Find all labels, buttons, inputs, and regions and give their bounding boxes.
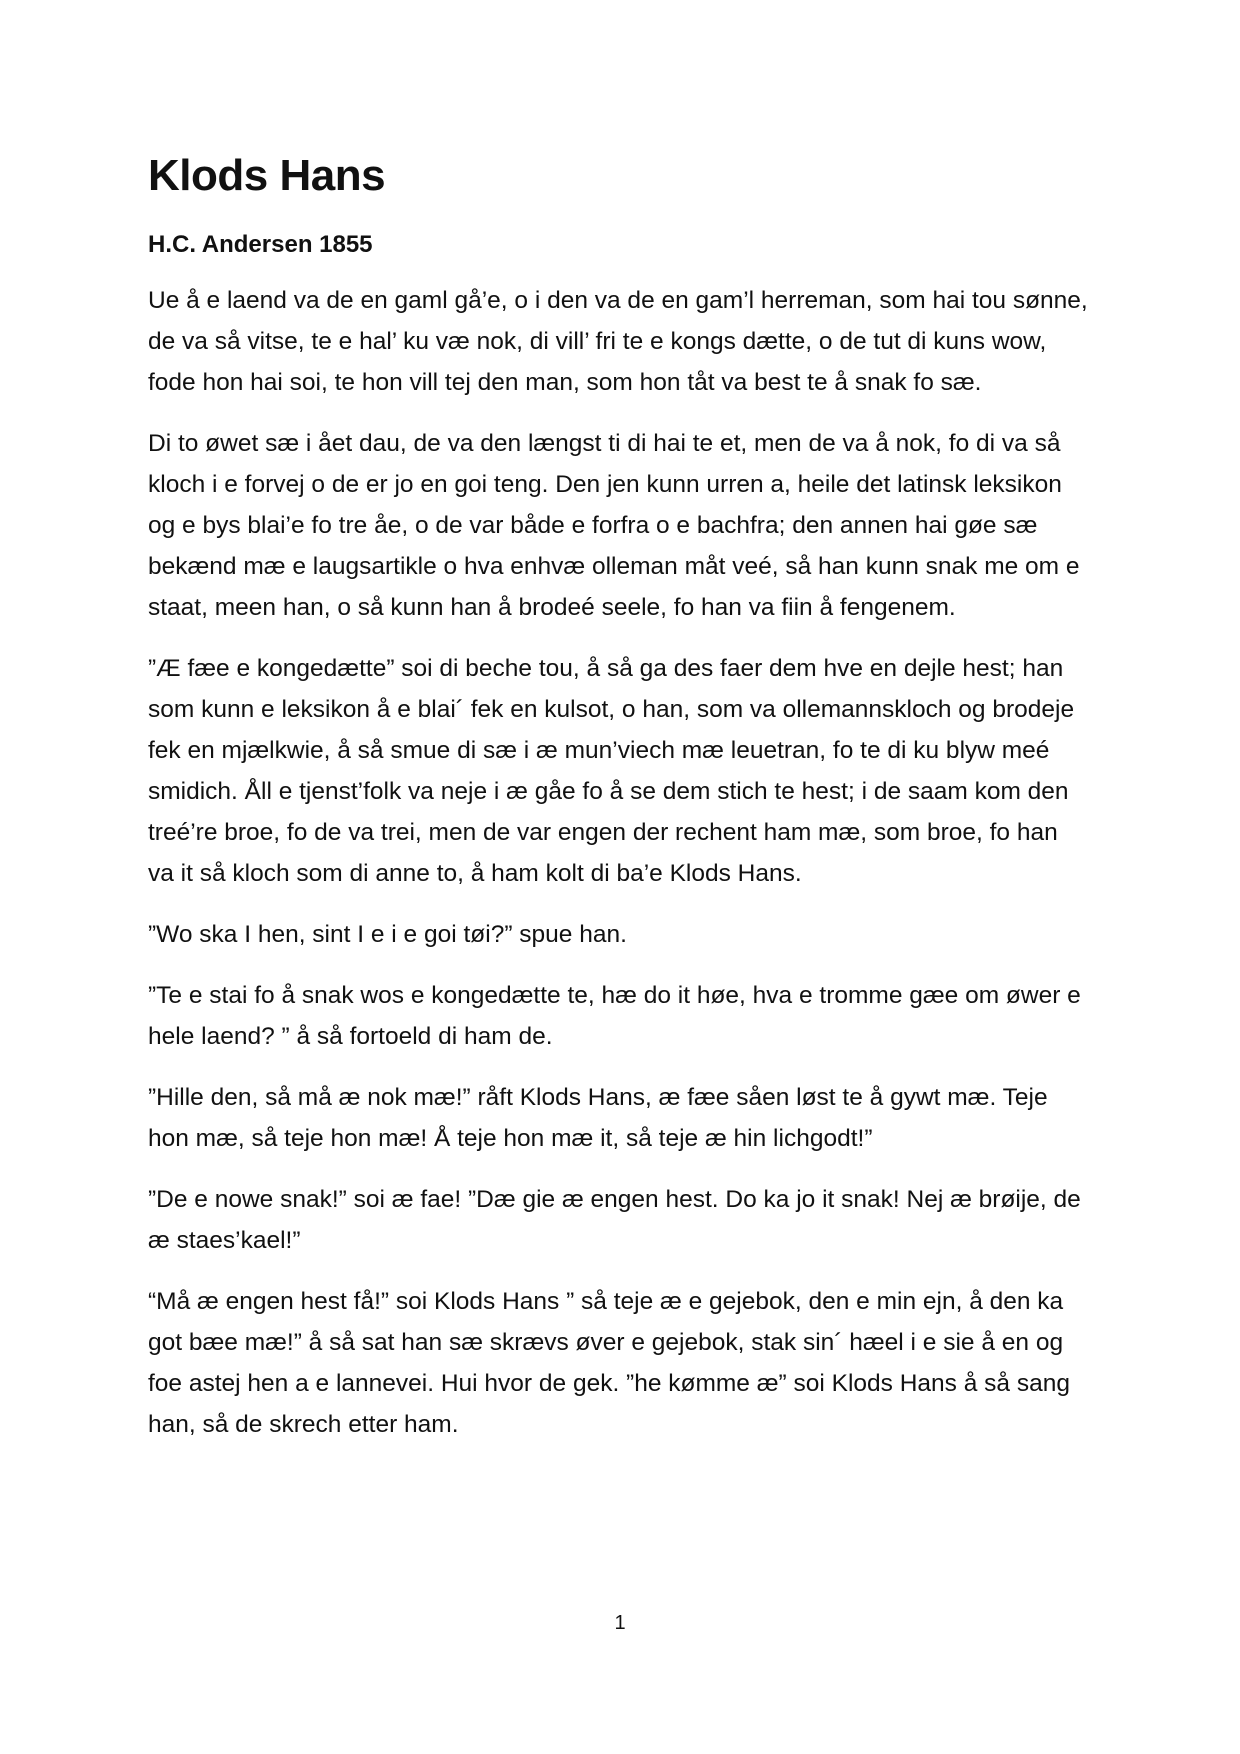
paragraph-7: ”De e nowe snak!” soi æ fae! ”Dæ gie æ engen hest. Do ka jo it snak! Nej æ brøije, de æ staes’kael!” — [148, 1185, 1081, 1254]
paragraph-6: ”Hille den, så må æ nok mæ!” råft Klods Hans, æ fæe såen løst te å gywt mæ. Teje hon mæ, så teje hon mæ! Å teje hon mæ it, så teje æ hin lichgodt!” — [148, 1083, 1048, 1152]
paragraph-3: ”Æ fæe e kongedætte” soi di beche tou, å så ga des faer dem hve en dejle hest; han som kunn e leksikon å e blai´ fek en kulsot, o han, som va ollemannskloch og brodeje fek en mjælkwie, å så smue di sæ i æ mun’viech mæ leuetran, fo te di ku blyw meé smidich. Åll e tjenst’folk va neje i æ gåe fo å se dem stich te hest; i de saam kom den treé’re broe, fo de va trei, men de var engen der rechent ham mæ, som broe, fo han va it så kloch som di anne to, å ham kolt di ba’e Klods Hans. — [148, 654, 1075, 887]
paragraph-2: Di to øwet sæ i ået dau, de va den længst ti di hai te et, men de va å nok, fo di va så kloch i e forvej o de er jo en goi teng. Den jen kunn urren a, heile det latinsk leksikon og e bys blai’e fo tre åe, o de var både e forfra o e bachfra; den annen hai gøe sæ bekænd mæ e laugsartikle o hva enhvæ olleman måt veé, så han kunn snak me om e staat, meen han, o så kunn han å brodeé seele, fo han va fiin å fengenem. — [148, 429, 1080, 621]
paragraph-5: ”Te e stai fo å snak wos e kongedætte te, hæ do it høe, hva e tromme gæe om øwer e hele laend? ” å så fortoeld di ham de. — [148, 981, 1081, 1050]
page-title: Klods Hans — [148, 151, 386, 200]
paragraph-1: Ue å e laend va de en gaml gå’e, o i den va de en gam’l herreman, som hai tou sønne, de va så vitse, te e hal’ ku væ nok, di vill’ fri te e kongs dætte, o de tut di kuns wow, fode hon hai soi, te hon vill tej den man, som hon tåt va best te å snak fo sæ. — [148, 286, 1088, 396]
paragraph-4: ”Wo ska I hen, sint I e i e goi tøi?” spue han. — [148, 920, 627, 948]
paragraph-8: “Må æ engen hest få!” soi Klods Hans ” så teje æ e gejebok, den e min ejn, å den ka got bæe mæ!” å så sat han sæ skrævs øver e gejebok, stak sin´ hæel i e sie å en og foe astej hen a e lannevei. Hui hvor de gek. ”he kømme æ” soi Klods Hans å så sang han, så de skrech etter ham. — [148, 1287, 1070, 1438]
page-content — [148, 150, 1088, 1465]
page-number: 1 — [614, 1612, 626, 1634]
author-line: H.C. Andersen 1855 — [148, 230, 373, 258]
